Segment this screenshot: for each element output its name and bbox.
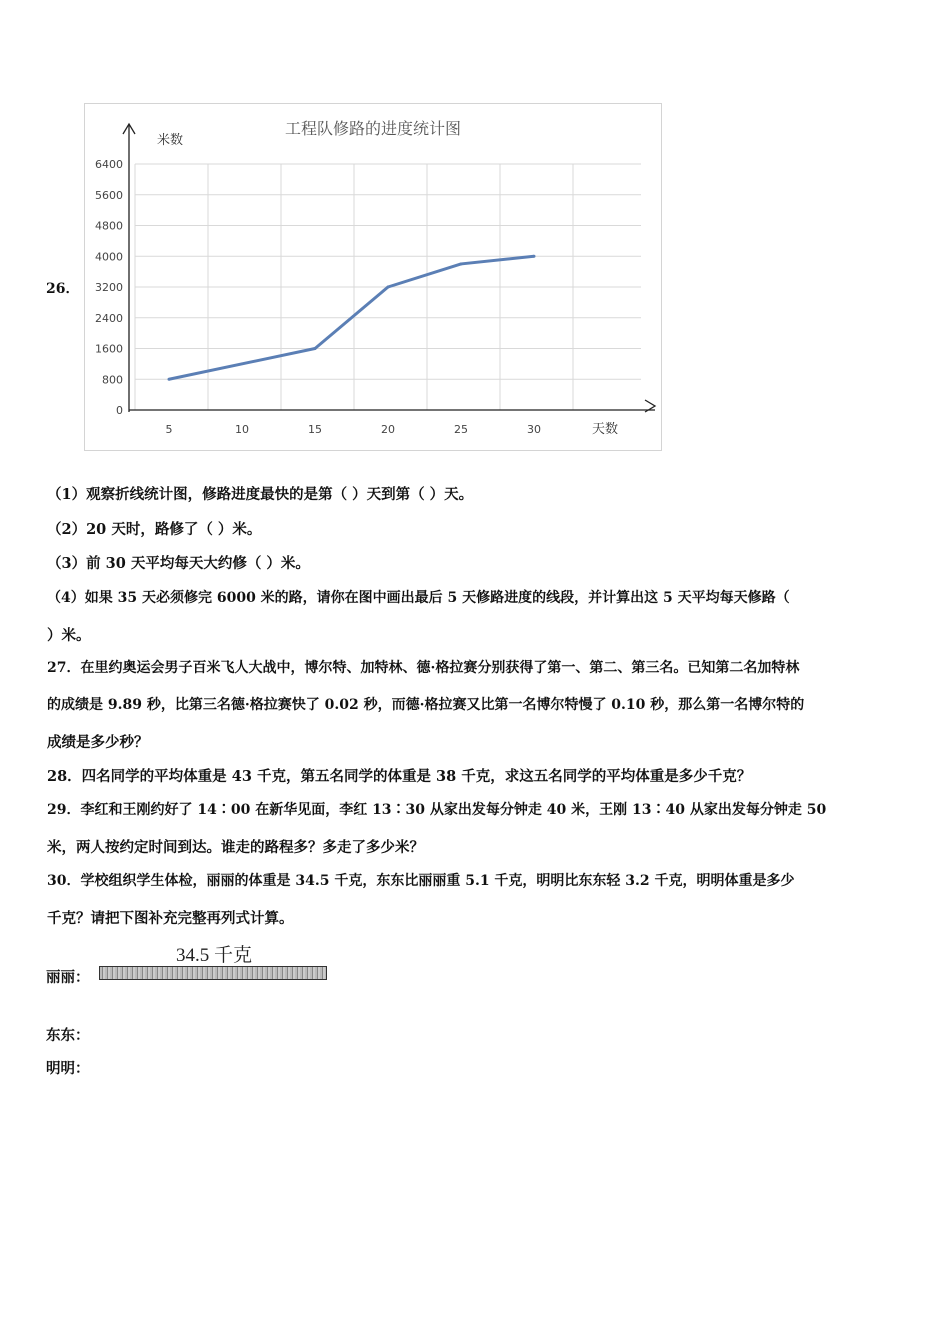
data-point bbox=[168, 378, 171, 381]
data-point bbox=[533, 255, 536, 258]
q29-line2: 米，两人按约定时间到达。谁走的路程多？多走了多少米？ bbox=[47, 839, 424, 856]
q26-sub4-line2: ）米。 bbox=[47, 627, 91, 644]
label-mingming: 明明： bbox=[46, 1060, 90, 1077]
y-tick-label: 2400 bbox=[95, 311, 123, 325]
question-26-number: 26． bbox=[46, 281, 80, 297]
x-tick-label: 30 bbox=[527, 423, 541, 436]
y-tick-label: 4800 bbox=[95, 219, 123, 233]
bar-lili bbox=[99, 966, 327, 980]
data-point bbox=[387, 286, 390, 289]
data-point bbox=[314, 347, 317, 350]
y-tick-label: 1600 bbox=[95, 342, 123, 356]
q26-sub3: （3）前 30 天平均每天大约修（ ）米。 bbox=[47, 555, 310, 572]
label-lili: 丽丽： bbox=[46, 969, 90, 986]
y-tick-label: 800 bbox=[102, 373, 123, 387]
x-tick-label: 10 bbox=[235, 423, 249, 436]
q29-line1: 29．李红和王刚约好了 14∶00 在新华见面，李红 13∶30 从家出发每分钟走 40 米，王刚 13∶40 从家出发每分钟走 50 bbox=[47, 802, 827, 818]
x-tick-label: 20 bbox=[381, 423, 395, 436]
y-tick-label: 0 bbox=[116, 404, 123, 417]
progress-line-chart bbox=[84, 103, 662, 451]
q26-sub2: （2）20 天时，路修了（ ）米。 bbox=[47, 521, 262, 538]
y-axis-label: 米数 bbox=[157, 133, 184, 148]
q30-line1: 30．学校组织学生体检，丽丽的体重是 34.5 千克，东东比丽丽重 5.1 千克，明明比东东轻 3.2 千克，明明体重是多少 bbox=[47, 873, 795, 889]
y-tick-label: 6400 bbox=[95, 158, 123, 171]
chart-svg bbox=[85, 104, 661, 450]
x-axis-label: 天数 bbox=[591, 422, 619, 437]
q26-sub1: （1）观察折线统计图，修路进度最快的是第（ ）天到第（ ）天。 bbox=[47, 486, 474, 503]
label-dongdong: 东东： bbox=[46, 1027, 90, 1044]
chart-title: 工程队修路的进度统计图 bbox=[284, 119, 462, 138]
q27-line1: 27．在里约奥运会男子百米飞人大战中，博尔特、加特林、德·格拉赛分别获得了第一、第二、第三名。已知第二名加特林 bbox=[47, 660, 800, 676]
x-tick-label: 5 bbox=[165, 423, 173, 436]
q30-line2: 千克？请把下图补充完整再列式计算。 bbox=[47, 910, 294, 927]
q27-line3: 成绩是多少秒？ bbox=[47, 734, 149, 751]
y-tick-label: 5600 bbox=[95, 188, 123, 202]
x-tick-label: 15 bbox=[308, 423, 322, 436]
data-point bbox=[460, 262, 463, 265]
x-tick-label: 25 bbox=[454, 423, 468, 436]
q27-line2: 的成绩是 9.89 秒，比第三名德·格拉赛快了 0.02 秒，而德·格拉赛又比第一名博尔特慢了 0.10 秒，那么第一名博尔特的 bbox=[47, 697, 805, 713]
y-tick-label: 3200 bbox=[95, 281, 123, 294]
bar-caption-lili: 34.5 千克 bbox=[176, 945, 253, 966]
y-tick-label: 4000 bbox=[95, 250, 123, 264]
q28-line1: 28．四名同学的平均体重是 43 千克，第五名同学的体重是 38 千克，求这五名同学的平均体重是多少千克？ bbox=[47, 768, 752, 785]
q26-sub4-line1: （4）如果 35 天必须修完 6000 米的路，请你在图中画出最后 5 天修路进度的线段，并计算出这 5 天平均每天修路（ bbox=[47, 590, 790, 606]
